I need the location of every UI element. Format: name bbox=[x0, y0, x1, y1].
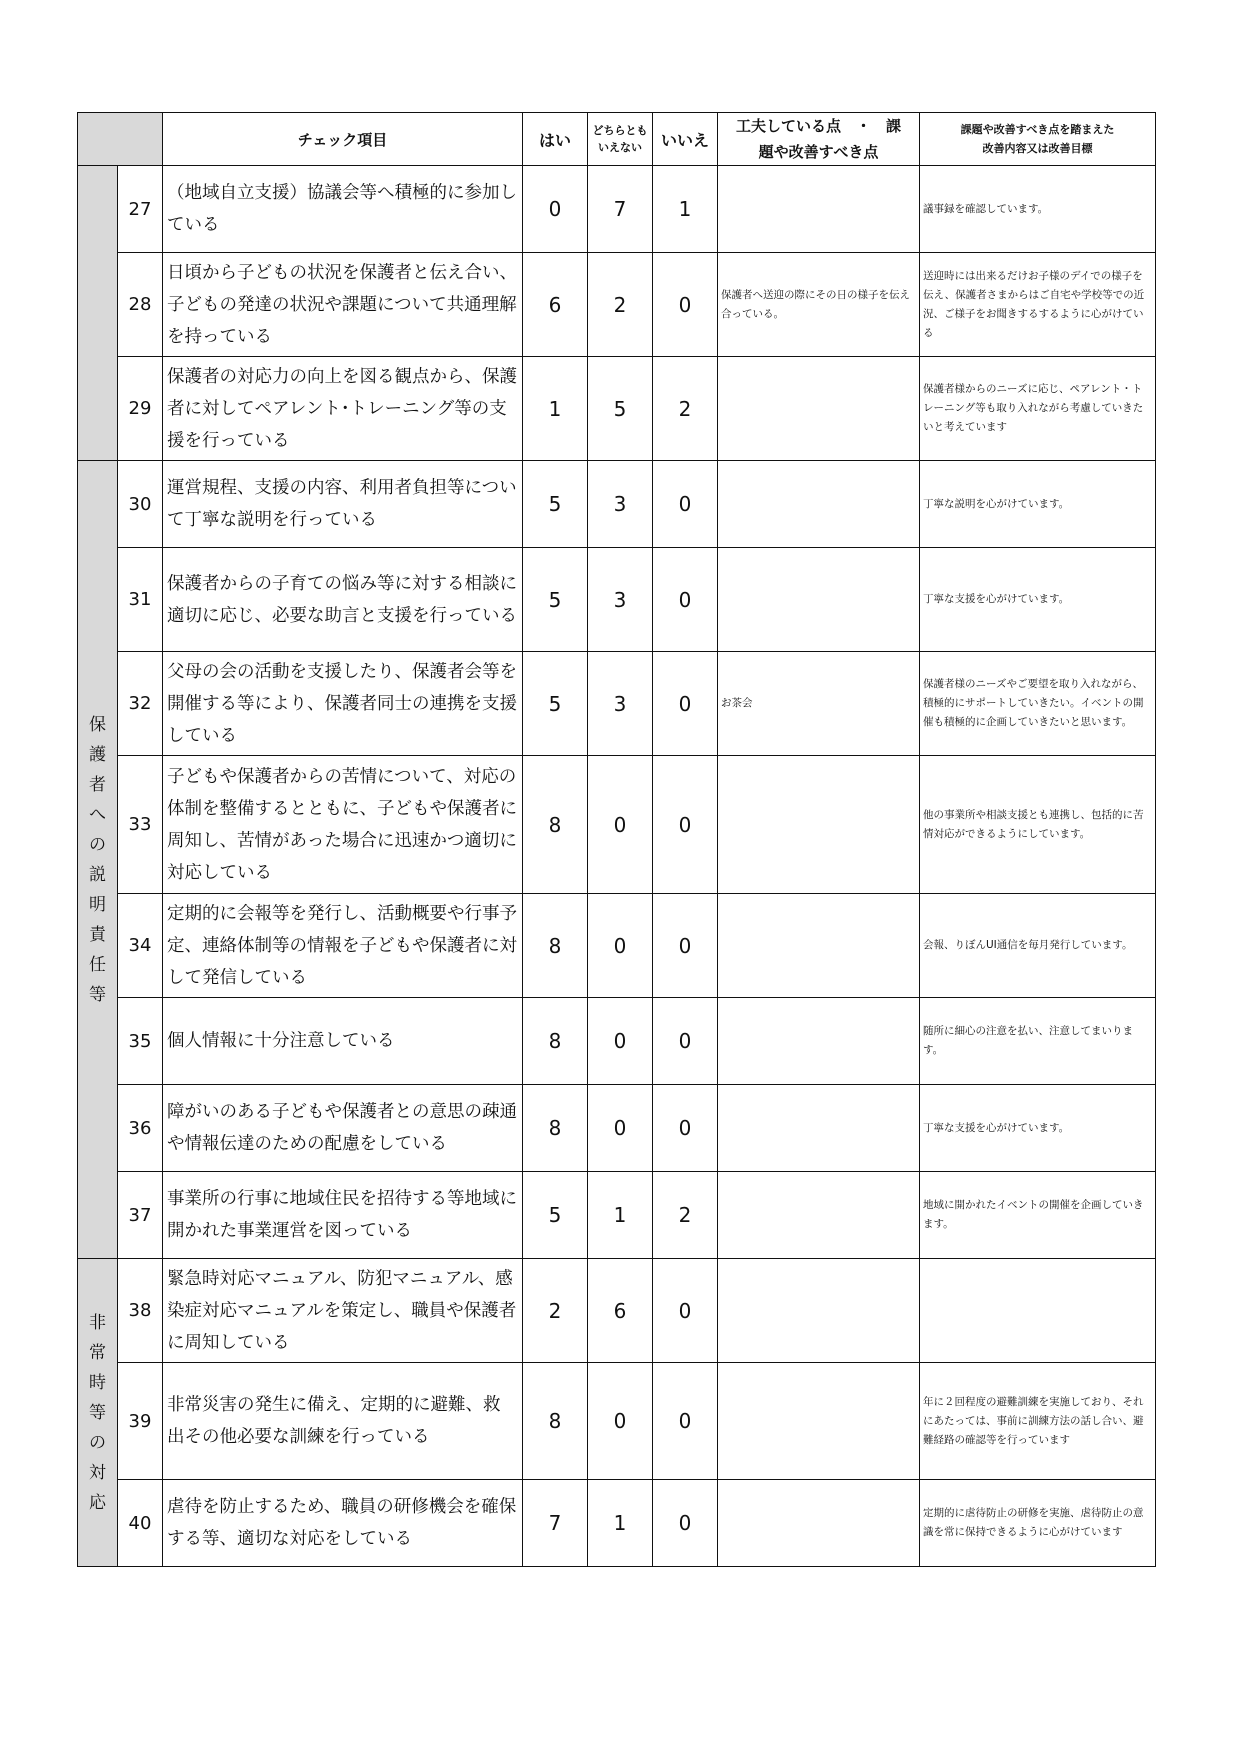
row-number: 36 bbox=[118, 1085, 163, 1172]
row-number: 30 bbox=[118, 461, 163, 548]
row-yes: 5 bbox=[523, 548, 588, 652]
header-kufu-line1: 工夫している点 ・ 課 bbox=[735, 117, 901, 135]
row-neither: 6 bbox=[588, 1259, 653, 1363]
row-no: 0 bbox=[653, 253, 718, 357]
row-item: 保護者の対応力の向上を図る観点から、保護者に対してペアレント･トレーニング等の支援を行っている bbox=[163, 357, 523, 461]
row-yes: 8 bbox=[523, 894, 588, 998]
row-neither: 0 bbox=[588, 998, 653, 1085]
row-yes: 8 bbox=[523, 1085, 588, 1172]
row-item: 日頃から子どもの状況を保護者と伝え合い、子どもの発達の状況や課題について共通理解を持っている bbox=[163, 253, 523, 357]
row-no: 0 bbox=[653, 461, 718, 548]
row-no: 0 bbox=[653, 652, 718, 756]
row-number: 38 bbox=[118, 1259, 163, 1363]
row-yes: 6 bbox=[523, 253, 588, 357]
row-kufu bbox=[718, 894, 920, 998]
header-no: いいえ bbox=[653, 113, 718, 166]
self-evaluation-table bbox=[77, 112, 1156, 1567]
table-row bbox=[78, 1480, 1156, 1567]
row-yes: 8 bbox=[523, 1363, 588, 1480]
row-goal: 他の事業所や相談支援とも連携し、包括的に苦情対応ができるようにしています。 bbox=[920, 756, 1156, 894]
row-neither: 1 bbox=[588, 1172, 653, 1259]
row-goal: 保護者様のニーズやご要望を取り入れながら、積極的にサポートしていきたい。イベントの開催も積極的に企画していきたいと思います。 bbox=[920, 652, 1156, 756]
row-number: 39 bbox=[118, 1363, 163, 1480]
table-row bbox=[78, 253, 1156, 357]
row-neither: 0 bbox=[588, 894, 653, 998]
row-yes: 5 bbox=[523, 461, 588, 548]
category-char: へ bbox=[89, 804, 106, 825]
row-kufu bbox=[718, 166, 920, 253]
row-number: 37 bbox=[118, 1172, 163, 1259]
row-goal: 随所に細心の注意を払い、注意してまいります。 bbox=[920, 998, 1156, 1085]
category-char: 非 bbox=[89, 1312, 106, 1333]
row-no: 0 bbox=[653, 1480, 718, 1567]
row-item: 事業所の行事に地域住民を招待する等地域に開かれた事業運営を図っている bbox=[163, 1172, 523, 1259]
table-row bbox=[78, 756, 1156, 894]
row-item: 運営規程、支援の内容、利用者負担等について丁寧な説明を行っている bbox=[163, 461, 523, 548]
table-row bbox=[78, 548, 1156, 652]
row-kufu bbox=[718, 998, 920, 1085]
row-goal: 丁寧な支援を心がけています。 bbox=[920, 548, 1156, 652]
row-neither: 3 bbox=[588, 548, 653, 652]
header-blank-cell bbox=[78, 113, 163, 166]
row-no: 0 bbox=[653, 998, 718, 1085]
row-no: 0 bbox=[653, 756, 718, 894]
row-item: 障がいのある子どもや保護者との意思の疎通や情報伝達のための配慮をしている bbox=[163, 1085, 523, 1172]
row-yes: 5 bbox=[523, 652, 588, 756]
row-kufu bbox=[718, 1363, 920, 1480]
category-char: 対 bbox=[89, 1462, 106, 1483]
category-char: 説 bbox=[89, 864, 106, 885]
header-goal bbox=[920, 113, 1156, 166]
category-char: 明 bbox=[89, 894, 106, 915]
row-neither: 2 bbox=[588, 253, 653, 357]
row-number: 35 bbox=[118, 998, 163, 1085]
row-kufu bbox=[718, 1172, 920, 1259]
category-char: 護 bbox=[89, 744, 106, 765]
category-char: の bbox=[89, 834, 106, 855]
table-row bbox=[78, 357, 1156, 461]
header-yes: はい bbox=[523, 113, 588, 166]
row-no: 0 bbox=[653, 894, 718, 998]
row-yes: 1 bbox=[523, 357, 588, 461]
row-no: 0 bbox=[653, 1259, 718, 1363]
category-emergency bbox=[78, 1259, 118, 1567]
header-neither-line2: いえない bbox=[598, 141, 642, 154]
row-number: 28 bbox=[118, 253, 163, 357]
row-item: 子どもや保護者からの苦情について、対応の体制を整備するとともに、子どもや保護者に周知し、苦情があった場合に迅速かつ適切に対応している bbox=[163, 756, 523, 894]
category-char: 責 bbox=[89, 924, 106, 945]
row-number: 33 bbox=[118, 756, 163, 894]
table-row bbox=[78, 1172, 1156, 1259]
row-no: 1 bbox=[653, 166, 718, 253]
row-neither: 3 bbox=[588, 652, 653, 756]
header-goal-line1: 課題や改善すべき点を踏まえた bbox=[960, 123, 1115, 136]
row-neither: 7 bbox=[588, 166, 653, 253]
table-row bbox=[78, 998, 1156, 1085]
row-yes: 8 bbox=[523, 998, 588, 1085]
table-row bbox=[78, 1085, 1156, 1172]
category-char: 者 bbox=[89, 774, 106, 795]
header-kufu bbox=[718, 113, 920, 166]
header-neither bbox=[588, 113, 653, 166]
row-goal: 送迎時には出来るだけお子様のデイでの様子を伝え、保護者さまからはご自宅や学校等での近況、ご様子をお聞きするするように心がけている bbox=[920, 253, 1156, 357]
row-neither: 0 bbox=[588, 1085, 653, 1172]
row-kufu bbox=[718, 461, 920, 548]
row-goal: 丁寧な説明を心がけています。 bbox=[920, 461, 1156, 548]
row-yes: 8 bbox=[523, 756, 588, 894]
row-no: 0 bbox=[653, 1363, 718, 1480]
row-neither: 1 bbox=[588, 1480, 653, 1567]
header-row bbox=[78, 113, 1156, 166]
row-yes: 5 bbox=[523, 1172, 588, 1259]
row-neither: 0 bbox=[588, 756, 653, 894]
row-goal: 丁寧な支援を心がけています。 bbox=[920, 1085, 1156, 1172]
row-goal bbox=[920, 1259, 1156, 1363]
row-kufu bbox=[718, 1085, 920, 1172]
row-kufu bbox=[718, 756, 920, 894]
row-kufu: お茶会 bbox=[718, 652, 920, 756]
row-goal: 地域に開かれたイベントの開催を企画していきます。 bbox=[920, 1172, 1156, 1259]
header-goal-line2: 改善内容又は改善目標 bbox=[982, 142, 1093, 155]
row-goal: 定期的に虐待防止の研修を実施、虐待防止の意識を常に保持できるように心がけています bbox=[920, 1480, 1156, 1567]
header-check-item: チェック項目 bbox=[163, 113, 523, 166]
row-no: 0 bbox=[653, 1085, 718, 1172]
row-no: 0 bbox=[653, 548, 718, 652]
row-item: 個人情報に十分注意している bbox=[163, 998, 523, 1085]
row-item: （地域自立支援）協議会等へ積極的に参加している bbox=[163, 166, 523, 253]
row-item: 保護者からの子育ての悩み等に対する相談に適切に応じ、必要な助言と支援を行っている bbox=[163, 548, 523, 652]
table-row bbox=[78, 166, 1156, 253]
row-kufu: 保護者へ送迎の際にその日の様子を伝え合っている。 bbox=[718, 253, 920, 357]
table-row bbox=[78, 1363, 1156, 1480]
row-number: 31 bbox=[118, 548, 163, 652]
row-yes: 0 bbox=[523, 166, 588, 253]
header-neither-line1: どちらとも bbox=[592, 124, 648, 137]
category-char: 任 bbox=[89, 954, 106, 975]
table-row bbox=[78, 1259, 1156, 1363]
row-number: 29 bbox=[118, 357, 163, 461]
table-row bbox=[78, 652, 1156, 756]
row-number: 34 bbox=[118, 894, 163, 998]
row-kufu bbox=[718, 357, 920, 461]
row-goal: 会報、りぼんUI通信を毎月発行しています。 bbox=[920, 894, 1156, 998]
category-char: 等 bbox=[89, 984, 106, 1005]
row-yes: 2 bbox=[523, 1259, 588, 1363]
category-char: 等 bbox=[89, 1402, 106, 1423]
row-number: 27 bbox=[118, 166, 163, 253]
row-item: 定期的に会報等を発行し、活動概要や行事予定、連絡体制等の情報を子どもや保護者に対して発信している bbox=[163, 894, 523, 998]
category-parents bbox=[78, 461, 118, 1259]
category-cell-blank bbox=[78, 166, 118, 461]
category-char: 時 bbox=[89, 1372, 106, 1393]
row-number: 40 bbox=[118, 1480, 163, 1567]
category-char: 応 bbox=[89, 1492, 106, 1513]
row-goal: 保護者様からのニーズに応じ、ペアレント・トレーニング等も取り入れながら考慮していきたいと考えています bbox=[920, 357, 1156, 461]
category-char: 常 bbox=[89, 1342, 106, 1363]
row-neither: 3 bbox=[588, 461, 653, 548]
row-no: 2 bbox=[653, 1172, 718, 1259]
row-goal: 議事録を確認しています。 bbox=[920, 166, 1156, 253]
table-row bbox=[78, 894, 1156, 998]
table-row bbox=[78, 461, 1156, 548]
header-kufu-line2: 題や改善すべき点 bbox=[758, 143, 879, 161]
row-kufu bbox=[718, 548, 920, 652]
row-item: 非常災害の発生に備え、定期的に避難、救出その他必要な訓練を行っている bbox=[163, 1363, 523, 1480]
row-neither: 5 bbox=[588, 357, 653, 461]
row-item: 緊急時対応マニュアル、防犯マニュアル、感染症対応マニュアルを策定し、職員や保護者に周知している bbox=[163, 1259, 523, 1363]
row-item: 虐待を防止するため、職員の研修機会を確保する等、適切な対応をしている bbox=[163, 1480, 523, 1567]
row-item: 父母の会の活動を支援したり、保護者会等を開催する等により、保護者同士の連携を支援している bbox=[163, 652, 523, 756]
row-no: 2 bbox=[653, 357, 718, 461]
row-neither: 0 bbox=[588, 1363, 653, 1480]
category-char: 保 bbox=[89, 714, 106, 735]
row-kufu bbox=[718, 1259, 920, 1363]
row-goal: 年に２回程度の避難訓練を実施しており、それにあたっては、事前に訓練方法の話し合い、避難経路の確認等を行っています bbox=[920, 1363, 1156, 1480]
row-number: 32 bbox=[118, 652, 163, 756]
row-kufu bbox=[718, 1480, 920, 1567]
category-char: の bbox=[89, 1432, 106, 1453]
row-yes: 7 bbox=[523, 1480, 588, 1567]
